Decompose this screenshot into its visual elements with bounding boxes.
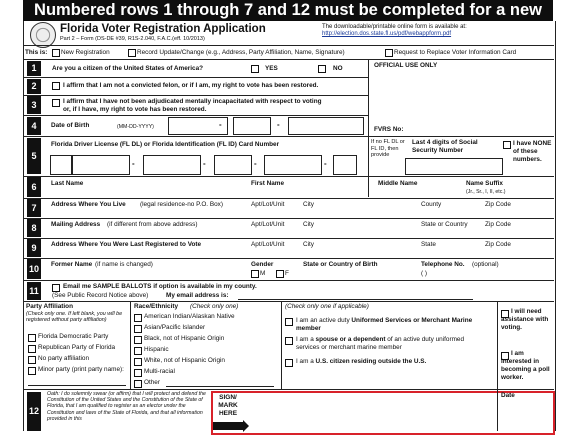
gender-f-label: F: [285, 270, 289, 277]
party-republican-checkbox[interactable]: [28, 345, 36, 353]
dl-input[interactable]: [214, 155, 252, 175]
apt-label: Apt/Lot/Unit: [251, 201, 285, 208]
divider: [23, 301, 554, 302]
gender-label: Gender: [251, 261, 274, 268]
row-number: 7: [27, 199, 41, 217]
fvrs-label: FVRS No:: [374, 126, 404, 133]
status-option: I am an active duty Uniformed Services or Merchant Marine member: [296, 317, 473, 332]
party-none-checkbox[interactable]: [28, 356, 36, 364]
email-ballot-checkbox[interactable]: [52, 284, 60, 292]
residence-label: Address Where You Live: [51, 201, 126, 208]
arrow-right-icon: [213, 422, 243, 430]
this-is-label: This is:: [25, 49, 48, 56]
race-option-label: Black, not of Hispanic Origin: [144, 335, 225, 342]
email-input[interactable]: [238, 299, 473, 300]
mental-affirm-text-2: or, if I have, my right to vote has been restored.: [63, 106, 207, 113]
dob-day-input[interactable]: [233, 117, 271, 135]
divider: [497, 389, 498, 431]
dl-input[interactable]: [72, 155, 130, 175]
replace-card-label: Request to Replace Voter Information Card: [394, 49, 517, 56]
minor-party-input[interactable]: [28, 385, 126, 386]
public-record-note: (See Public Record Notice above): [52, 292, 149, 299]
first-name-label: First Name: [251, 180, 285, 187]
ssn-label: Last 4 digits of Social Security Number: [412, 139, 478, 154]
gender-m-label: M: [260, 270, 266, 277]
race-option-label: Multi-racial: [144, 368, 175, 375]
row-number: 4: [27, 117, 41, 135]
citizen-question: Are you a citizen of the United States of America?: [52, 65, 204, 72]
divider: [23, 77, 368, 78]
race-option-label: White, not of Hispanic Origin: [144, 357, 225, 364]
dob-hint: (MM-DD-YYYY): [117, 124, 154, 130]
download-link[interactable]: http://election.dos.state.fl.us/pdf/webappform.pdf: [322, 31, 452, 37]
dl-input[interactable]: [333, 155, 357, 175]
divider: [23, 258, 554, 259]
none-label: I have NONE of these numbers.: [513, 140, 552, 163]
row-number: 8: [27, 219, 41, 237]
dl-label: Florida Driver License (FL DL) or Florida Identification (FL ID) Card Number: [51, 141, 280, 148]
form-title: Florida Voter Registration Application: [60, 23, 266, 35]
zip-label: Zip Code: [485, 201, 511, 208]
divider: [23, 115, 368, 116]
gender-f-checkbox[interactable]: [276, 270, 284, 278]
divider: [23, 176, 554, 177]
phone-label: Telephone No.: [421, 261, 465, 268]
dash: -: [324, 159, 327, 168]
party-democratic-checkbox[interactable]: [28, 334, 36, 342]
ssn-last4-input[interactable]: [405, 158, 503, 175]
oath-text: Oath: I do solemnly swear (or affirm) that I will protect and defend the Constitution of the United States and the Constitution of the State of Florida, that I am qualified to register as an elector under the Constitution and laws of the State of Florida, and that all information provided in this: [47, 391, 206, 422]
city-label: City: [303, 201, 315, 208]
race-checkbox[interactable]: [134, 347, 142, 355]
race-option-label: Asian/Pacific Islander: [144, 324, 206, 331]
gender-m-checkbox[interactable]: [251, 270, 259, 278]
citizen-no-label: NO: [333, 65, 343, 72]
race-hint: (Check only one): [190, 303, 239, 310]
poll-worker-label: I am interested in becoming a poll worker.: [501, 350, 550, 381]
race-checkbox[interactable]: [134, 314, 142, 322]
divider: [130, 301, 131, 389]
record-update-label: Record Update/Change (e.g., Address, Party Affiliation, Name, Signature): [137, 49, 345, 56]
mental-affirm-checkbox[interactable]: [52, 99, 60, 107]
dl-input[interactable]: [143, 155, 201, 175]
dash: -: [132, 159, 135, 168]
divider: [23, 280, 554, 281]
middle-name-label: Middle Name: [378, 180, 418, 187]
divider: [23, 136, 554, 137]
divider: [23, 95, 368, 96]
mental-affirm-text: I affirm that I have not been adjudicated mentally incapacitated with respect to voting: [63, 98, 322, 105]
citizen-yes-checkbox[interactable]: [251, 65, 259, 73]
city-label: City: [303, 221, 315, 228]
divider: [23, 238, 554, 239]
assistance-label: I will need assistance with voting.: [501, 308, 549, 331]
dl-input[interactable]: [50, 155, 72, 175]
date-label: Date: [501, 392, 515, 399]
felon-affirm-checkbox[interactable]: [52, 82, 60, 90]
citizen-yes-label: YES: [265, 65, 278, 72]
last-name-label: Last Name: [51, 180, 84, 187]
suffix-label: Name Suffix: [466, 180, 503, 187]
official-use-label: OFFICIAL USE ONLY: [374, 62, 438, 69]
divider: [23, 218, 554, 219]
last-registered-label: Address Where You Were Last Registered to Vote: [51, 241, 202, 248]
row-number: 12: [27, 392, 41, 431]
race-checkbox[interactable]: [134, 325, 142, 333]
spouse-checkbox[interactable]: [285, 337, 293, 345]
divider: [281, 301, 282, 389]
phone-hint: (optional): [472, 261, 499, 268]
state-country-label: State or Country: [421, 221, 468, 228]
dl-input[interactable]: [264, 155, 322, 175]
race-other-input[interactable]: [166, 386, 274, 387]
divider: [23, 59, 554, 60]
row-number: 6: [27, 177, 41, 197]
status-option: I am a U.S. citizen residing outside the U.S.: [296, 358, 427, 365]
row-number: 1: [27, 61, 41, 76]
party-option-label: No party affiliation: [38, 355, 90, 362]
race-checkbox[interactable]: [134, 358, 142, 366]
row-number: 9: [27, 239, 41, 257]
overseas-checkbox[interactable]: [285, 359, 293, 367]
race-checkbox[interactable]: [134, 336, 142, 344]
dash: -: [254, 159, 257, 168]
party-title: Party Affiliation: [26, 303, 73, 310]
former-name-hint: (if name is changed): [95, 261, 153, 268]
dash: -: [203, 159, 206, 168]
party-option-label: Minor party (print party name):: [38, 366, 124, 373]
divider: [23, 389, 554, 390]
dash: -: [219, 120, 222, 129]
form-subtitle: Part 2 – Form (DS-DE #39, R1S-2.040, F.A.C.(eff. 10/2013): [60, 36, 205, 42]
phone-area-code[interactable]: ( ): [421, 270, 428, 277]
party-option-label: Republican Party of Florida: [38, 344, 116, 351]
email-ballot-text: Email me SAMPLE BALLOTS if option is available in my county.: [63, 283, 257, 290]
state-label: State: [421, 241, 436, 248]
row-number: 10: [27, 259, 41, 279]
zip-label: Zip Code: [485, 241, 511, 248]
birthplace-label: State or Country of Birth: [303, 261, 378, 268]
divider: [23, 198, 554, 199]
uniformed-checkbox[interactable]: [285, 318, 293, 326]
zip-label: Zip Code: [485, 221, 511, 228]
status-hint: (Check only one if applicable): [285, 303, 369, 310]
instruction-banner: Numbered rows 1 through 7 and 12 must be completed for a new: [23, 0, 553, 21]
email-label: My email address is:: [166, 292, 229, 299]
city-label: City: [303, 241, 315, 248]
row-number: 5: [27, 138, 41, 174]
race-checkbox[interactable]: [134, 380, 142, 388]
apt-label: Apt/Lot/Unit: [251, 221, 285, 228]
new-registration-checkbox[interactable]: [52, 49, 60, 57]
divider: [497, 301, 498, 389]
dob-label: Date of Birth: [51, 122, 90, 129]
party-minor-checkbox[interactable]: [28, 367, 36, 375]
citizen-no-checkbox[interactable]: [318, 65, 326, 73]
party-option-label: Florida Democratic Party: [38, 333, 109, 340]
county-label: County: [421, 201, 442, 208]
status-option: I am a spouse or a dependent of an active duty uniformed services or merchant marine member: [296, 336, 465, 351]
record-update-checkbox[interactable]: [128, 49, 136, 57]
download-note: The downloadable/printable online form is available at:: [322, 24, 467, 30]
mailing-label: Mailing Address: [51, 221, 101, 228]
felon-affirm-text: I affirm that I am not a convicted felon, or if I am, my right to vote has been restored.: [63, 82, 319, 89]
divider: [23, 45, 554, 46]
new-registration-label: New Registration: [61, 49, 110, 56]
suffix-hint: (Jr., Sr., I, II, etc.): [466, 189, 506, 195]
race-title: Race/Ethnicity: [134, 303, 179, 310]
former-name-label: Former Name: [51, 261, 93, 268]
party-hint: (Check only one. If left blank, you will be registered without party affiliation): [26, 311, 123, 324]
row-number: 2: [27, 79, 41, 94]
apt-label: Apt/Lot/Unit: [251, 241, 285, 248]
none-checkbox[interactable]: [503, 141, 511, 149]
row-number: 3: [27, 96, 41, 114]
race-option-label: Hispanic: [144, 346, 169, 353]
row-number: 11: [27, 282, 41, 300]
residence-hint: (legal residence-no P.O. Box): [140, 201, 224, 208]
sign-here-label: SIGN/ MARK HERE: [218, 394, 238, 417]
if-no-dl-note: If no FL DL or FL ID, then provide: [371, 139, 405, 159]
race-checkbox[interactable]: [134, 369, 142, 377]
race-option-label: Other: [144, 379, 160, 386]
race-option-label: American Indian/Alaskan Native: [144, 313, 235, 320]
mailing-hint: (if different from above address): [107, 221, 198, 228]
dob-year-input[interactable]: [288, 117, 364, 135]
dash: -: [277, 120, 280, 129]
replace-card-checkbox[interactable]: [385, 49, 393, 57]
